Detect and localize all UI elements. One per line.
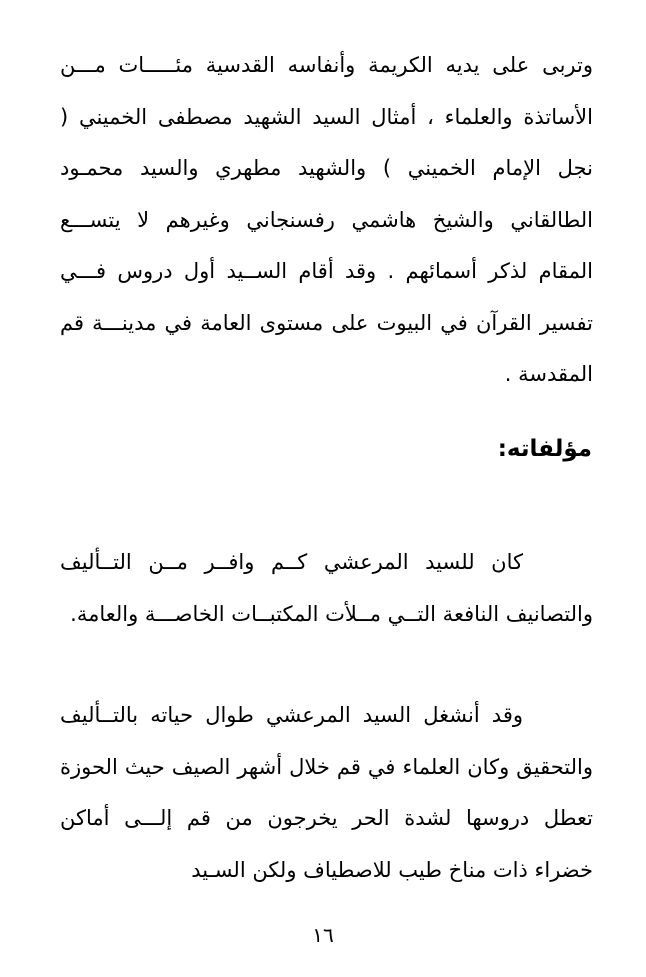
page-number: ١٦: [312, 923, 334, 947]
paragraph-writing-life: وقد أنشغل السيد المرعشي طوال حياته بالتــأليف والتحقيق وكان العلماء في قم خلال أشهر الصيف حيث الحوزة تعطل دروسها لشدة الحر يخرجون من قم إلـــى أماكن خضراء ذات مناخ طيب للاصطياف ولكن السـيد: [60, 703, 593, 882]
paragraph-works: كان للسيد المرعشي كــم وافــر مــن التــأليف والتصانيف النافعة التــي مــلأت المكتبــات الخاصـــة والعامة.: [60, 550, 593, 626]
paragraph-students: وتربى على يديه الكريمة وأنفاسه القدسية مئـــــات مـــن الأساتذة والعلماء ، أمثال السيد الشهيد مصطفى الخميني ( نجل الإمام الخميني ) والشهيد مطهري والسيد محمـود الطالقاني والشيخ هاشمي رفسنجاني وغيرهم لا يتســـع المقام لذكر أسمائهم . وقد أقام الســيد أول دروس فـــي تفسير القرآن في البيوت على مستوى العامة في مدينـــة قم المقدسة .: [60, 53, 593, 386]
section-heading-works: مؤلفاته:: [497, 436, 592, 462]
